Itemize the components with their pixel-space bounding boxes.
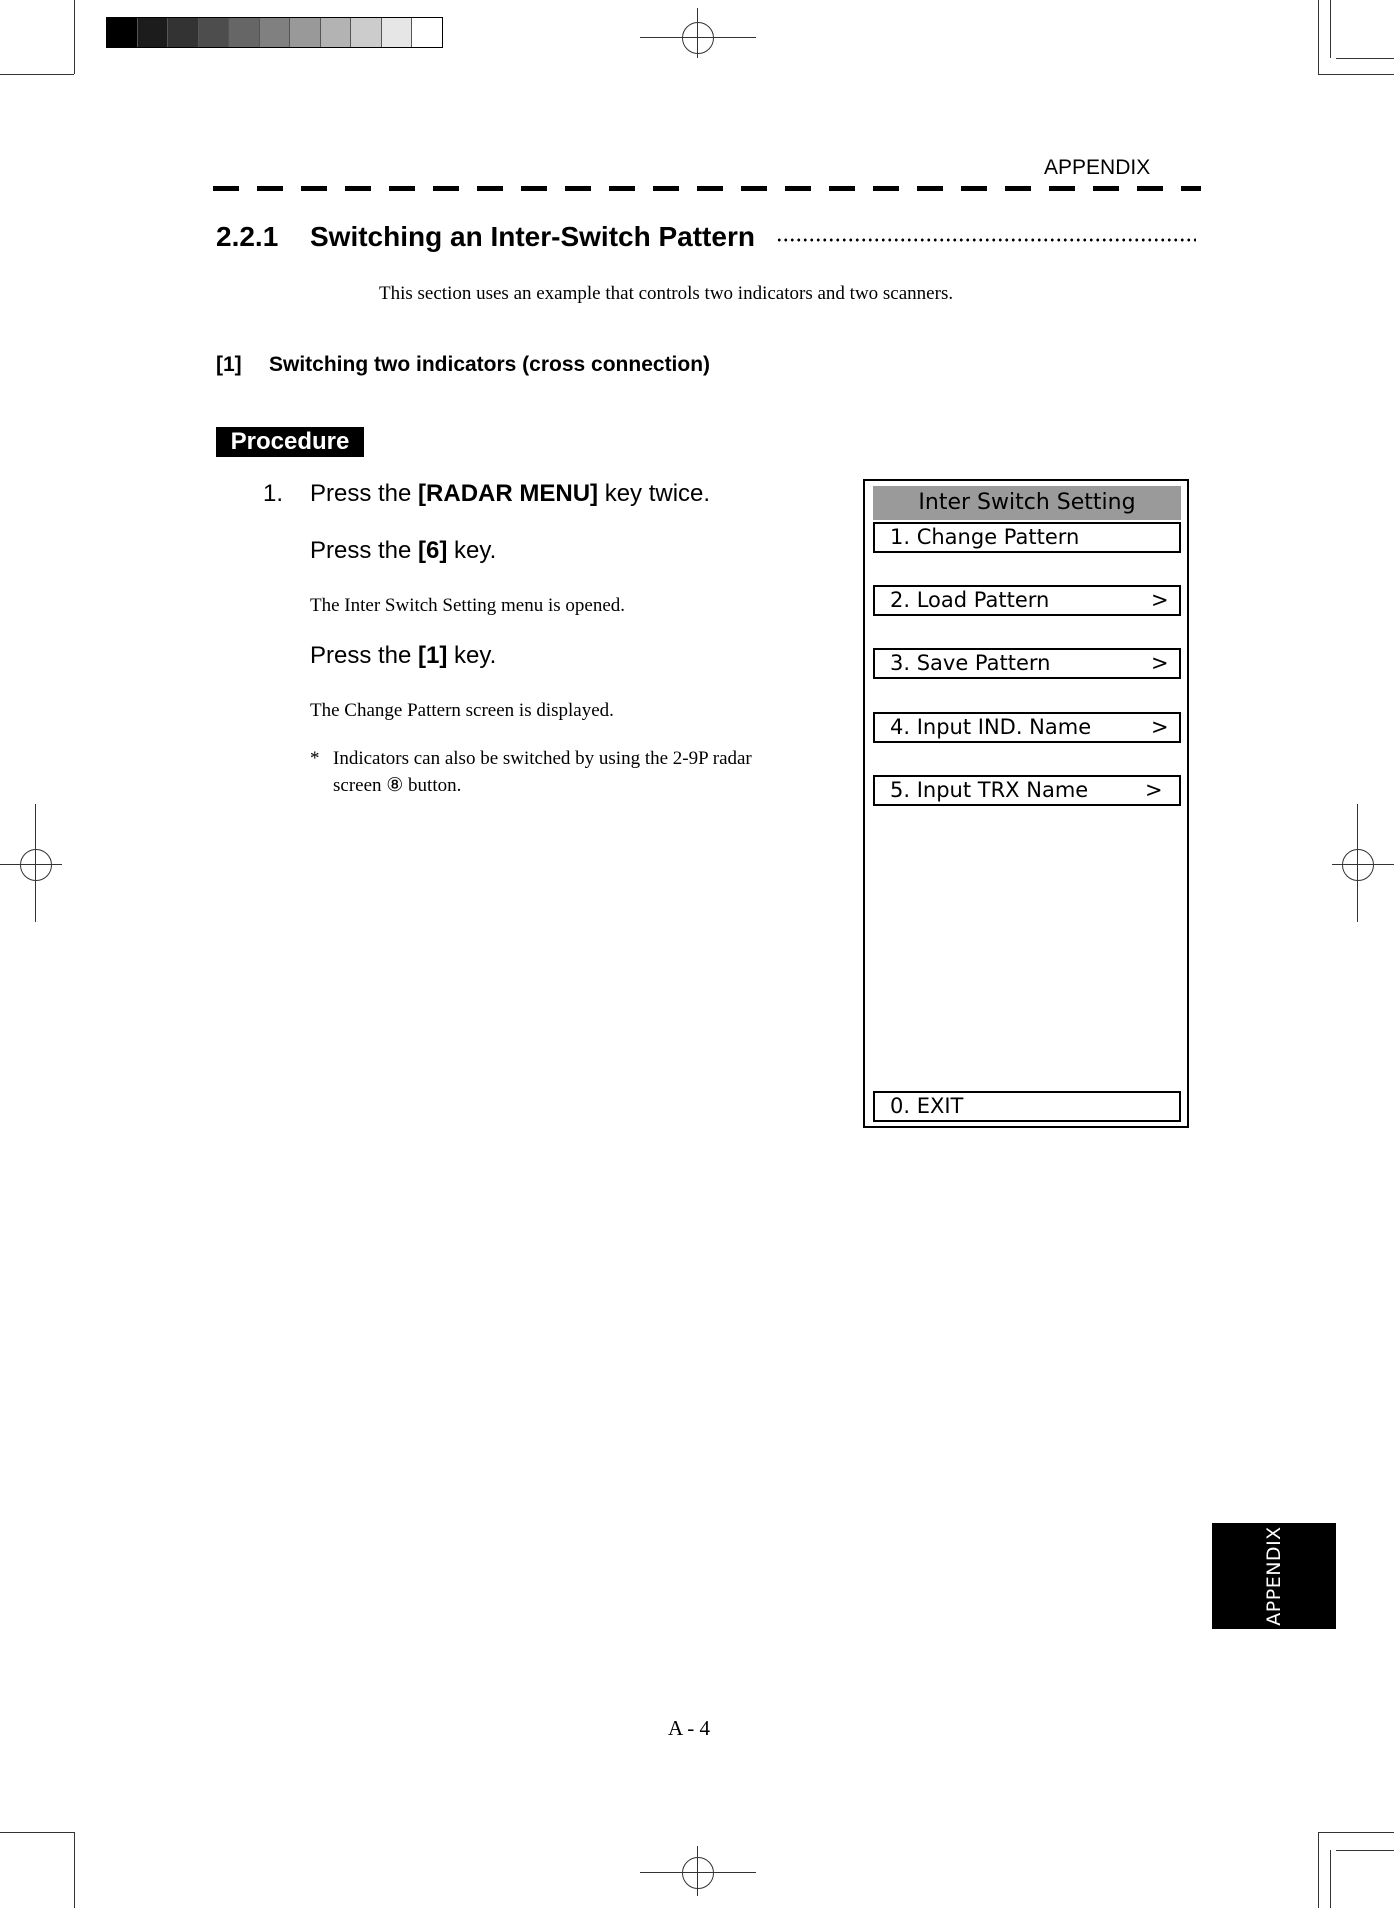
grayscale-swatch (228, 18, 259, 47)
step-text: Press the (310, 642, 419, 669)
page-number: A - 4 (668, 1716, 710, 1740)
side-tab-label: APPENDIX (1263, 1526, 1285, 1626)
header-dashed-rule (213, 186, 1201, 191)
menu-item-label: 2. Load Pattern (890, 588, 1050, 612)
step-line-radar-menu (310, 480, 710, 508)
footnote-mark: * (310, 748, 320, 769)
header-section-label: APPENDIX (1044, 156, 1151, 179)
menu-item-save-pattern[interactable] (873, 648, 1181, 679)
menu-item-label: 5. Input TRX Name (890, 778, 1089, 802)
step-text: key. (447, 537, 497, 564)
chevron-right-icon: > (1151, 651, 1169, 675)
grayscale-swatch (350, 18, 381, 47)
grayscale-swatch (198, 18, 229, 47)
grayscale-swatch (107, 18, 137, 47)
procedure-badge: Procedure (216, 427, 364, 457)
footnote-line-1: Indicators can also be switched by using the 2-9P radar (333, 748, 752, 769)
section-number: 2.2.1 (216, 221, 279, 252)
subsection-heading (216, 353, 710, 377)
grayscale-swatch (320, 18, 351, 47)
step-text: Press the (310, 537, 419, 564)
menu-item-change-pattern[interactable] (873, 522, 1181, 553)
subsection-title: Switching two indicators (cross connection) (269, 353, 711, 376)
grayscale-swatch (381, 18, 412, 47)
menu-item-label: 0. EXIT (890, 1094, 964, 1118)
step-text: key twice. (598, 480, 711, 507)
key-6: [6] (418, 537, 448, 564)
chevron-right-icon: > (1151, 588, 1169, 612)
step-text: Press the (310, 480, 419, 507)
menu-item-load-pattern[interactable] (873, 585, 1181, 616)
subsection-number: [1] (216, 353, 242, 376)
menu-title: Inter Switch Setting (873, 486, 1181, 520)
step-note-menu-opened: The Inter Switch Setting menu is opened. (310, 595, 626, 616)
key-radar-menu: [RADAR MENU] (418, 480, 599, 507)
chevron-right-icon: > (1145, 778, 1163, 802)
step-note-screen-displayed: The Change Pattern screen is displayed. (310, 700, 614, 721)
section-title-text: Switching an Inter-Switch Pattern (310, 221, 755, 252)
grayscale-swatch (411, 18, 442, 47)
grayscale-bar (106, 17, 443, 48)
footnote-line-2: screen ⑧ button. (333, 775, 462, 796)
menu-item-label: 1. Change Pattern (890, 525, 1080, 549)
menu-item-label: 3. Save Pattern (890, 651, 1051, 675)
appendix-side-tab (1212, 1523, 1336, 1629)
step-text: key. (447, 642, 497, 669)
title-leader-dots (776, 238, 1196, 242)
chevron-right-icon: > (1151, 715, 1169, 739)
grayscale-swatch (137, 18, 168, 47)
menu-item-exit[interactable] (873, 1091, 1181, 1122)
grayscale-swatch (259, 18, 290, 47)
menu-item-input-ind-name[interactable] (873, 712, 1181, 743)
step-number: 1. (263, 480, 284, 507)
key-1: [1] (418, 642, 448, 669)
grayscale-swatch (289, 18, 320, 47)
grayscale-swatch (167, 18, 198, 47)
menu-item-label: 4. Input IND. Name (890, 715, 1092, 739)
menu-item-input-trx-name[interactable] (873, 775, 1181, 806)
section-intro: This section uses an example that controls two indicators and two scanners. (379, 283, 954, 304)
step-line-key-1 (310, 642, 496, 670)
section-title (216, 221, 755, 253)
step-line-key-6 (310, 537, 496, 565)
